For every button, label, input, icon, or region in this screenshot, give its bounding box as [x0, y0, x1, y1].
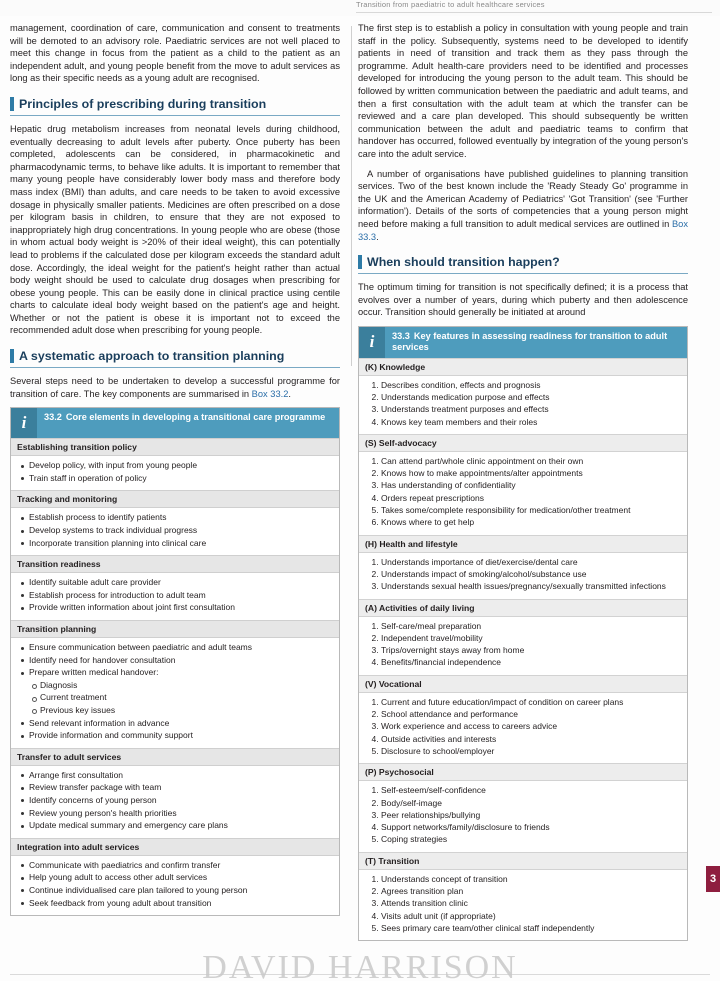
right-column: [358, 22, 688, 941]
list-item: Current treatment: [29, 692, 333, 704]
list-item: 1. Self-care/meal preparation: [381, 621, 681, 633]
list-item: 5. Takes some/complete responsibility for medication/other treatment: [381, 505, 681, 517]
list-item: Establish process to identify patients: [29, 512, 333, 524]
box-33-3-category-6: (T) Transition: [359, 852, 687, 870]
list-item: 4. Orders repeat prescriptions: [381, 493, 681, 505]
list-item: Incorporate transition planning into clinical care: [29, 538, 333, 550]
info-icon: i: [359, 327, 385, 358]
systematic-approach-text-post: .: [288, 388, 291, 399]
list-item: 2. Understands medication purpose and effects: [381, 392, 681, 404]
list-item: 1. Self-esteem/self-confidence: [381, 785, 681, 797]
box-33-3-header: [359, 327, 687, 358]
box-33-2-list-1: [11, 508, 339, 555]
running-head: Transition from paediatric to adult healthcare services: [356, 0, 545, 9]
column-divider: [351, 26, 352, 366]
header-rule: [356, 12, 712, 13]
section-heading-systematic-approach: A systematic approach to transition planning: [10, 347, 340, 368]
box-33-3-category-1: (S) Self-advocacy: [359, 434, 687, 452]
box-33-2-title-wrap: [37, 408, 331, 438]
list-item: Provide written information about joint first consultation: [29, 602, 333, 614]
list-item: 2. Understands impact of smoking/alcohol/substance use: [381, 569, 681, 581]
left-column: [10, 22, 340, 916]
box-33-3-crossref[interactable]: Box 33.3: [358, 218, 688, 242]
list-item: 5. Coping strategies: [381, 834, 681, 846]
box-33-2-subhead-1: Tracking and monitoring: [11, 490, 339, 508]
list-item: Diagnosis: [29, 680, 333, 692]
box-33-3-list-1: [359, 452, 687, 535]
list-item: Provide information and community support: [29, 730, 333, 742]
box-33-3-title-wrap: [385, 327, 687, 358]
list-item: Identify concerns of young person: [29, 795, 333, 807]
list-item: 3. Peer relationships/bullying: [381, 810, 681, 822]
systematic-approach-paragraph: [10, 375, 340, 400]
right-paragraph-2: [358, 168, 688, 244]
prescribing-paragraph: Hepatic drug metabolism increases from neonatal levels during childhood, eventually decreasing to adult levels after puberty. Once puberty has been completed, adolescents can be considered, in pharmacokinetic and pharmacodynamic terms, to behave like adults. It is important to remember that many young people have considerably lower body mass and therefore body mass index (BMI) than adults, and care needs to be taken to avoid excessive dosage in physically smaller patients. Medicines are often prescribed on a dose per kilogram basis in children, to ensure that they are not exposed to inappropriately high drug concentrations. In young people who are obese (those in whom actual body weight is >20% of their ideal weight), this can potentially lead to problems if the calculated dose per kilogram exceeds the standard adult dose. Accordingly, the ideal weight for the patient's height rather than actual body weight should be used to calculate drug dosages when prescribing for obese young people. This can be easily done in clinical practice using centile charts to calculate ideal body weight based on the patient's age and height. Whether or not the patient is obese it is important not to exceed the recommended adult dose when prescribing for young people.: [10, 123, 340, 336]
list-item: Communicate with paediatrics and confirm transfer: [29, 860, 333, 872]
list-item: Help young adult to access other adult services: [29, 872, 333, 884]
list-item: Send relevant information in advance: [29, 718, 333, 730]
box-33-2-subhead-5: Integration into adult services: [11, 838, 339, 856]
right-paragraph-1: The first step is to establish a policy in consultation with young people and train staff in the policy. Subsequently, systems need to be developed to identify patients in need of transition and track them as they pass through the programme. Adult health-care providers need to be identified and processes developed for introducing the young person to the adult team. This should be followed by written communication between the paediatric and adult teams, and then a first consultation with the adult team at which the transfer can be reviewed and a care plan developed. This should subsequently be written communication between the adult and paediatric teams to confirm that handover has occurred, followed eventually by integration of the young person's care into the adult service.: [358, 23, 688, 159]
box-33-2-title: Core elements in developing a transitional care programme: [65, 412, 326, 423]
systematic-approach-text-pre: Several steps need to be undertaken to develop a successful programme for transition of care. The key components are summarised in: [10, 376, 340, 399]
list-item: 3. Understands sexual health issues/pregnancy/sexually transmitted infections: [381, 581, 681, 593]
box-33-2-list-3: [11, 638, 339, 748]
box-33-3-category-0: (K) Knowledge: [359, 358, 687, 376]
list-item: 3. Work experience and access to careers advice: [381, 721, 681, 733]
watermark: DAVID HARRISON: [202, 949, 518, 986]
list-item: Review transfer package with team: [29, 782, 333, 794]
list-item: 5. Sees primary care team/other clinical staff independently: [381, 923, 681, 935]
list-item: 2. Knows how to make appointments/alter appointments: [381, 468, 681, 480]
box-33-2-list-4: [11, 766, 339, 838]
list-item: Train staff in operation of policy: [29, 473, 333, 485]
list-item: 4. Benefits/financial independence: [381, 657, 681, 669]
list-item: Update medical summary and emergency care plans: [29, 820, 333, 832]
box-33-3-list-0: [359, 376, 687, 434]
box-33-3-category-2: (H) Health and lifestyle: [359, 535, 687, 553]
list-item: 3. Understands treatment purposes and effects: [381, 404, 681, 416]
list-item: Establish process for introduction to adult team: [29, 590, 333, 602]
right-paragraph-2-pre: A number of organisations have published guidelines to planning transition services. Two of the best known include the 'Ready Steady Go' programme in the UK and the American Academy of Pediatrics' 'Got Transition' (see 'Further information'). Details of the sorts of competencies that a young person might need before making a full transition to adult medical services are outlined in: [358, 168, 688, 229]
list-item: 2. Body/self-image: [381, 798, 681, 810]
box-33-3-category-5: (P) Psychosocial: [359, 763, 687, 781]
box-33-3: [358, 326, 688, 941]
box-33-2-subhead-2: Transition readiness: [11, 555, 339, 573]
list-item: 5. Disclosure to school/employer: [381, 746, 681, 758]
list-item: 3. Trips/overnight stays away from home: [381, 645, 681, 657]
box-33-2-subhead-0: Establishing transition policy: [11, 438, 339, 456]
box-33-3-category-4: (V) Vocational: [359, 675, 687, 693]
list-item: Develop systems to track individual progress: [29, 525, 333, 537]
list-item: 1. Understands concept of transition: [381, 874, 681, 886]
section-heading-prescribing: Principles of prescribing during transition: [10, 95, 340, 116]
box-33-3-list-5: [359, 781, 687, 851]
list-item: 4. Support networks/family/disclosure to friends: [381, 822, 681, 834]
list-item: Arrange first consultation: [29, 770, 333, 782]
box-33-2-number: 33.2: [44, 412, 62, 423]
list-item: 2. Independent travel/mobility: [381, 633, 681, 645]
right-paragraph-2-post: .: [376, 231, 379, 242]
box-33-2: [10, 407, 340, 916]
box-33-3-number: 33.3: [392, 330, 410, 341]
box-33-2-header: [11, 408, 339, 438]
box-33-3-title: Key features in assessing readiness for transition to adult services: [392, 330, 668, 353]
list-item: Review young person's health priorities: [29, 808, 333, 820]
list-item: Develop policy, with input from young people: [29, 460, 333, 472]
info-icon: i: [11, 408, 37, 438]
list-item: 6. Knows where to get help: [381, 517, 681, 529]
right-paragraph-3: The optimum timing for transition is not specifically defined; it is a process that evolves over a number of years, during which puberty and then adolescence occur. Transition should generally be initiated at around: [358, 282, 688, 318]
list-item: Previous key issues: [29, 705, 333, 717]
box-33-2-list-2: [11, 573, 339, 620]
box-33-3-list-4: [359, 693, 687, 763]
list-item: 4. Knows key team members and their roles: [381, 417, 681, 429]
box-33-2-crossref[interactable]: Box 33.2: [251, 388, 289, 399]
box-33-2-list-5: [11, 856, 339, 915]
section-heading-when-transition: When should transition happen?: [358, 253, 688, 274]
list-item: Seek feedback from young adult about transition: [29, 898, 333, 910]
list-item: 2. School attendance and performance: [381, 709, 681, 721]
list-item: 1. Can attend part/whole clinic appointment on their own: [381, 456, 681, 468]
continued-paragraph: management, coordination of care, communication and consent to treatments will be demoted to an advisory role. Paediatric services are not well placed to meet this change in focus from the patient as a child to the patient as an independent adult, and young people benefit from the move to adult services as long as their specific needs as a young adult are recognised.: [10, 23, 340, 84]
box-33-3-list-3: [359, 617, 687, 675]
page-number-tab: 3: [706, 866, 720, 892]
list-item: 1. Current and future education/impact of condition on career plans: [381, 697, 681, 709]
list-item: Continue individualised care plan tailored to young person: [29, 885, 333, 897]
list-item: 3. Has understanding of confidentiality: [381, 480, 681, 492]
list-item: 4. Visits adult unit (if appropriate): [381, 911, 681, 923]
box-33-2-list-0: [11, 456, 339, 490]
box-33-3-category-3: (A) Activities of daily living: [359, 599, 687, 617]
list-item: 2. Agrees transition plan: [381, 886, 681, 898]
box-33-2-subhead-4: Transfer to adult services: [11, 748, 339, 766]
list-item: Prepare written medical handover:: [29, 667, 333, 679]
list-item: 4. Outside activities and interests: [381, 734, 681, 746]
list-item: 1. Understands importance of diet/exercise/dental care: [381, 557, 681, 569]
footer-rule: [10, 974, 710, 975]
box-33-3-list-6: [359, 870, 687, 940]
list-item: Identify need for handover consultation: [29, 655, 333, 667]
list-item: Identify suitable adult care provider: [29, 577, 333, 589]
list-item: 1. Describes condition, effects and prognosis: [381, 380, 681, 392]
box-33-3-list-2: [359, 553, 687, 599]
list-item: Ensure communication between paediatric and adult teams: [29, 642, 333, 654]
box-33-2-subhead-3: Transition planning: [11, 620, 339, 638]
list-item: 3. Attends transition clinic: [381, 898, 681, 910]
